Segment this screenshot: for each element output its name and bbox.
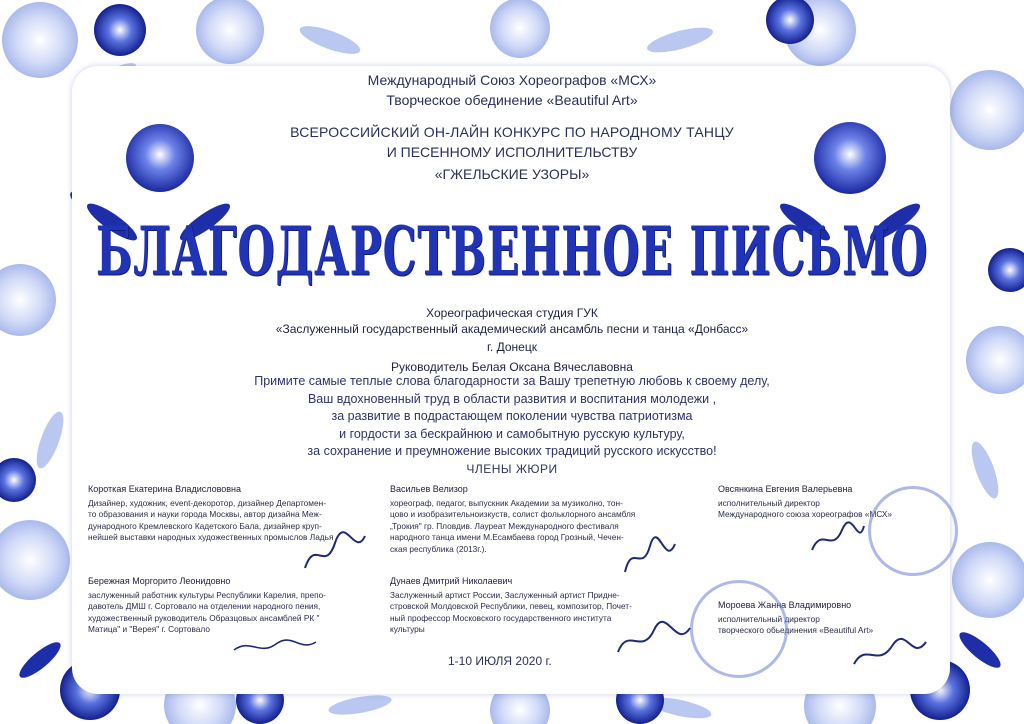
- jury-member-desc: Заслуженный артист России, Заслуженный артист Придне-: [390, 589, 620, 600]
- jury-member-desc: народного танца имени М.Есамбаева город Грозный, Чечен-: [390, 532, 624, 543]
- jury-member-desc: стровской Молдовской Республики, певец, композитор, Почет-: [390, 601, 632, 612]
- certificate-title: БЛАГОДАРСТВЕННОЕ ПИСЬМО: [95, 212, 929, 292]
- jury-member-desc: Матица" и "Верея" г. Сортовало: [88, 624, 210, 635]
- jury-member-name: Овсянкина Евгения Валерьевна: [718, 484, 853, 494]
- jury-member-name: Бережная Моргорито Леонидовно: [88, 576, 231, 586]
- jury-member-desc: Дизайнер, художник, event-декоротор, дизайнер Департомен-: [88, 497, 326, 508]
- signature-dunaev: [614, 620, 694, 660]
- jury-member-name: Короткая Екатерина Владислововна: [88, 484, 242, 494]
- jury-member-desc: культуры: [390, 624, 425, 635]
- gratitude-line: за сохранение и преумножение высоких традиций русского искусство!: [307, 444, 717, 458]
- org-line-2: Творческое обединение «Beautiful Art»: [386, 92, 638, 108]
- signature-korotkaya: [300, 528, 370, 578]
- signature-vasiliev: [620, 534, 680, 580]
- beautiful-art-stamp: [690, 580, 788, 678]
- gratitude-line: Ваш вдохновенный труд в области развития и воспитания молодежи ,: [307, 391, 717, 406]
- jury-member-desc: художественный руководитель Образцовых ансамблей РК ": [88, 612, 320, 623]
- jury-member-desc: ный профессор Московского государственного института: [390, 612, 612, 623]
- signature-berezhnaya: [230, 634, 320, 658]
- signature-ovsyankina: [808, 520, 868, 560]
- contest-title-line-1: ВСЕРОССИЙСКИЙ ОН-ЛАЙН КОНКУРС ПО НАРОДНОМУ ТАНЦУ: [290, 124, 734, 140]
- jury-member-desc: исполнительный директор: [718, 497, 820, 508]
- jury-member-desc: заслуженный работник культуры Республики Карелия, препо-: [88, 589, 326, 600]
- contest-dates: 1-10 ИЮЛЯ 2020 г.: [448, 654, 552, 668]
- gratitude-line: за развитие в подрастающем поколении чувства патриотизма: [331, 409, 693, 423]
- jury-member-name: Дунаев Дмитрий Николаевич: [390, 576, 513, 586]
- jury-member-desc: Международного союза хореографов «МСХ»: [718, 509, 893, 520]
- contest-title-line-2: И ПЕСЕННОМУ ИСПОЛНИТЕЛЬСТВУ: [386, 144, 638, 160]
- jury-member-desc: давотель ДМШ г. Сортовало на отделении народного пения,: [88, 601, 321, 612]
- recipient-line-1: Хореографическая студия ГУК: [426, 306, 598, 320]
- jury-member: [88, 576, 388, 636]
- recipient-city: г. Донецк: [487, 340, 537, 354]
- jury-member-desc: „Трокия" гр. Пловдив. Лауреат Международного фестиваля: [390, 520, 619, 531]
- jury-member-desc: хореограф, педагог, выпускник Академии за музиколно, тон-: [390, 497, 623, 508]
- jury-member-desc: исполнительный директор: [718, 613, 820, 624]
- jury-member-desc: то образования и науки города Москвы, автор дизайна Меж-: [88, 509, 322, 520]
- jury-member-desc: цово и изобразительноизкуств, солист фольклорного ансамбля: [390, 509, 636, 520]
- gratitude-text: [0, 373, 1024, 461]
- jury-member-desc: нейшей выставки народных художественных промыслов Ладья: [88, 532, 334, 543]
- recipient-line-2: «Заслуженный государственный академический ансамбль песни и танца «Донбасс»: [275, 322, 749, 336]
- gratitude-line: Примите самые теплые слова благодарности за Вашу трепетную любовь к своему делу,: [254, 374, 770, 388]
- msx-stamp: [868, 486, 958, 576]
- jury-member-desc: творческого обьединения «Beautiful Art»: [718, 625, 874, 636]
- jury-member-desc: ская республика (2013г.).: [390, 543, 487, 554]
- contest-title-line-3: «ГЖЕЛЬСКИЕ УЗОРЫ»: [434, 166, 590, 182]
- recipient-leader: Руководитель Белая Оксана Вячеславовна: [391, 360, 633, 374]
- jury-member-desc: дународного Кремлевского Кадетского Бала, дизайнер круп-: [88, 520, 322, 531]
- jury-member-name: Мороева Жанна Владимировно: [718, 600, 852, 610]
- jury-member-name: Васильев Велизор: [390, 484, 468, 494]
- org-line-1: Международный Союз Хореографов «МСХ»: [367, 72, 657, 88]
- signature-moroeva: [850, 636, 930, 672]
- jury-heading: ЧЛЕНЫ ЖЮРИ: [466, 462, 558, 476]
- gratitude-line: и гордости за бескрайнюю и самобытную русскую культуру,: [339, 426, 685, 441]
